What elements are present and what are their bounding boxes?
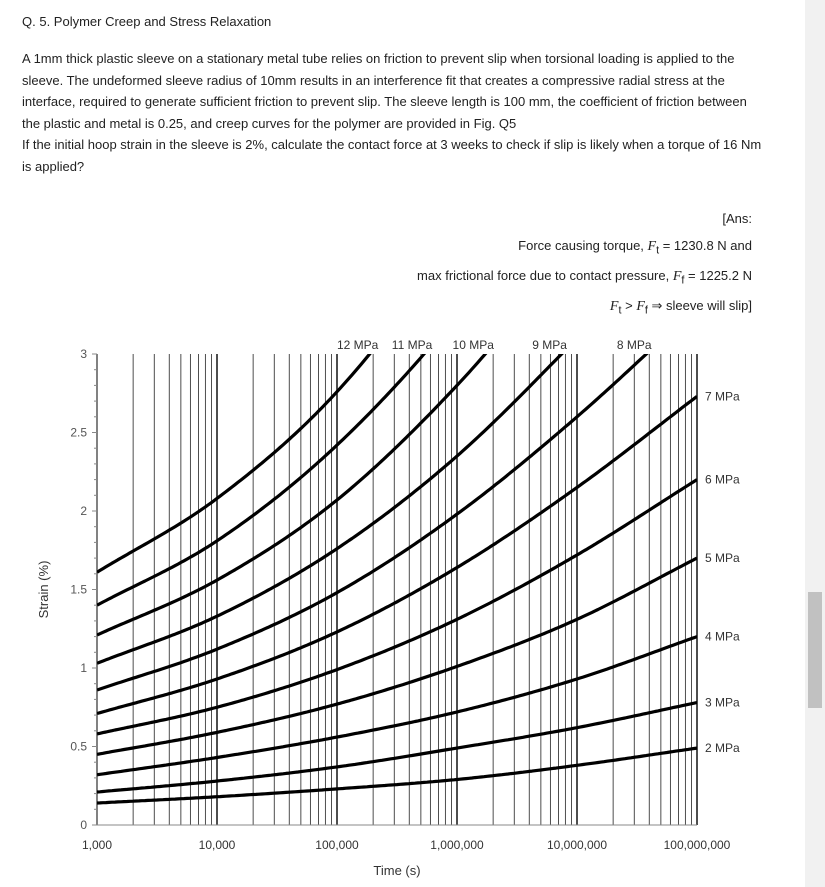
series-label: 6 MPa: [705, 472, 740, 487]
x-tick-label: 1,000,000: [430, 838, 484, 852]
answer-torque-sub: t: [656, 244, 660, 257]
x-axis-title: Time (s): [373, 863, 421, 878]
series-line: [97, 330, 697, 605]
series-label: 11 MPa: [391, 338, 433, 352]
answer-conclusion-lhs-sub: t: [618, 304, 622, 317]
question-body: [22, 48, 767, 177]
y-tick-label: 0: [80, 818, 87, 832]
scrollbar-track[interactable]: [805, 0, 825, 887]
x-tick-label: 1,000: [81, 838, 113, 852]
series-label: 10 MPa: [452, 338, 494, 352]
y-ticks: [70, 347, 97, 832]
answer-torque-text: Force causing torque,: [518, 238, 648, 253]
data-curves: [97, 330, 697, 803]
x-tick-label: 10,000,000: [546, 838, 608, 852]
y-tick-label: 3: [80, 347, 87, 361]
series-labels: [337, 338, 740, 755]
answer-friction-value: = 1225.2 N: [684, 268, 752, 283]
series-label: 2 MPa: [705, 741, 740, 756]
answer-friction-text: max frictional force due to contact pressure,: [417, 268, 673, 283]
series-label: 4 MPa: [705, 629, 740, 644]
series-label: 8 MPa: [616, 338, 652, 352]
x-ticks: [82, 838, 731, 852]
answer-friction-line: [417, 268, 752, 287]
answer-torque-line: [518, 238, 752, 257]
answer-torque-var: F: [647, 239, 657, 254]
question-paragraph-2: If the initial hoop strain in the sleeve is 2%, calculate the contact force at 3 weeks to check if slip is likely when a torque of 16 Nm is applied?: [22, 137, 762, 174]
answer-friction-var: F: [672, 269, 682, 284]
question-title: Q. 5. Polymer Creep and Stress Relaxation: [22, 14, 272, 29]
series-label: 3 MPa: [705, 695, 740, 710]
answer-conclusion-op: >: [621, 298, 637, 313]
series-label: 12 MPa: [336, 338, 379, 352]
y-tick-label: 1.5: [70, 582, 87, 597]
answer-conclusion-lhs: F: [609, 299, 619, 314]
answer-conclusion-rhs-sub: f: [644, 304, 648, 317]
question-paragraph-1: A 1mm thick plastic sleeve on a stationary metal tube relies on friction to prevent slip when torsional loading is applied to the sleeve. The undeformed sleeve radius of 10mm results in an interference fit that creates a compressive radial stress at the interface, required to generate sufficient friction to prevent slip. The sleeve length is 100 mm, the coefficient of friction between the plastic and metal is 0.25, and creep curves for the polymer are provided in Fig. Q5: [22, 51, 747, 131]
y-tick-label: 2.5: [70, 425, 87, 440]
answer-conclusion-rhs: F: [636, 299, 645, 314]
x-tick-label: 100,000: [315, 838, 359, 852]
series-label: 9 MPa: [532, 338, 567, 352]
answer-conclusion-text: ⇒ sleeve will slip]: [647, 298, 752, 313]
series-label: 7 MPa: [705, 389, 740, 404]
x-gridlines: [97, 354, 697, 825]
scrollbar-thumb[interactable]: [808, 592, 822, 708]
answer-friction-sub: f: [681, 274, 685, 287]
answer-heading: [Ans:: [722, 211, 752, 226]
series-label: 5 MPa: [705, 551, 740, 566]
y-tick-label: 1: [80, 661, 87, 675]
answer-torque-value: = 1230.8 N and: [659, 238, 752, 253]
series-line: [97, 330, 697, 635]
x-tick-label: 10,000: [198, 838, 236, 852]
series-line: [97, 637, 697, 775]
answer-conclusion-line: [610, 298, 752, 317]
x-tick-label: 100,000,000: [663, 838, 731, 852]
y-tick-label: 2: [80, 504, 87, 518]
y-axis-title: Strain (%): [36, 560, 51, 619]
creep-curves-chart: [0, 330, 800, 887]
series-line: [97, 330, 697, 663]
y-tick-label: 0.5: [70, 739, 87, 754]
